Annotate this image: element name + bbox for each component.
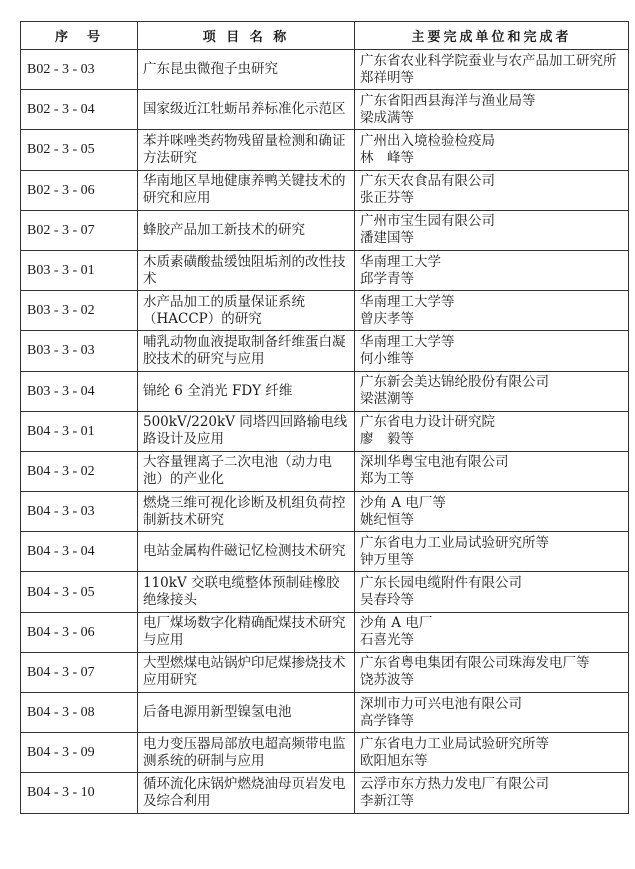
completion-info [355, 733, 629, 773]
completion-person: 饶苏波等 [360, 672, 414, 689]
project-name: 500kV/220kV 同塔四回路输电线路设计及应用 [138, 411, 355, 451]
completion-info [355, 130, 629, 170]
completion-unit: 广东省阳西县海洋与渔业局等 [360, 92, 536, 109]
serial-number: B02 - 3 - 06 [21, 170, 138, 210]
serial-number: B02 - 3 - 05 [21, 130, 138, 170]
completion-info [355, 170, 629, 210]
completion-info [355, 451, 629, 491]
project-name: 电厂煤场数字化精确配煤技术研究与应用 [138, 612, 355, 652]
completion-info [355, 291, 629, 331]
completion-person: 梁成满等 [360, 109, 414, 126]
completion-unit: 广州市宝生园有限公司 [360, 213, 495, 230]
completion-unit: 广东省粤电集团有限公司珠海发电厂等 [360, 655, 590, 672]
completion-unit: 广东省电力设计研究院 [360, 414, 495, 431]
completion-unit: 华南理工大学等 [360, 333, 455, 350]
completion-unit: 广东长园电缆附件有限公司 [360, 575, 522, 592]
completion-person: 高学锋等 [360, 712, 414, 729]
project-name: 循环流化床锅炉燃烧油母页岩发电及综合利用 [138, 773, 355, 813]
completion-person: 梁湛潮等 [360, 391, 414, 408]
serial-number: B04 - 3 - 02 [21, 451, 138, 491]
project-name: 苯并咪唑类药物残留量检测和确证方法研究 [138, 130, 355, 170]
serial-number: B03 - 3 - 03 [21, 331, 138, 371]
completion-info [355, 331, 629, 371]
project-name: 广东昆虫微孢子虫研究 [138, 50, 355, 90]
header-serial-number: 序 号 [21, 22, 138, 50]
completion-person: 曾庆孝等 [360, 310, 414, 327]
table-row [21, 210, 629, 250]
project-name: 哺乳动物血液提取制备纤维蛋白凝胶技术的研究与应用 [138, 331, 355, 371]
serial-number: B04 - 3 - 01 [21, 411, 138, 451]
project-name: 电力变压器局部放电超高频带电监测系统的研制与应用 [138, 733, 355, 773]
project-name: 大容量锂离子二次电池（动力电池）的产业化 [138, 451, 355, 491]
table-row [21, 652, 629, 692]
project-name: 110kV 交联电缆整体预制硅橡胶绝缘接头 [138, 572, 355, 612]
serial-number: B04 - 3 - 08 [21, 693, 138, 733]
table-row [21, 451, 629, 491]
completion-unit: 云浮市东方热力发电厂有限公司 [360, 775, 549, 792]
completion-person: 邱学青等 [360, 270, 414, 287]
table-row [21, 250, 629, 290]
header-project-name: 项 目 名 称 [138, 22, 355, 50]
completion-person: 张正芬等 [360, 190, 414, 207]
completion-unit: 华南理工大学 [360, 253, 441, 270]
completion-person: 李新江等 [360, 792, 414, 809]
table-row [21, 371, 629, 411]
completion-info [355, 693, 629, 733]
completion-info [355, 652, 629, 692]
serial-number: B04 - 3 - 06 [21, 612, 138, 652]
completion-person: 钟万里等 [360, 551, 414, 568]
completion-person: 郑为工等 [360, 471, 414, 488]
serial-number: B04 - 3 - 03 [21, 492, 138, 532]
project-name: 华南地区旱地健康养鸭关键技术的研究和应用 [138, 170, 355, 210]
table-row [21, 331, 629, 371]
project-name: 燃烧三维可视化诊断及机组负荷控制新技术研究 [138, 492, 355, 532]
table-row [21, 612, 629, 652]
completion-unit: 沙角 A 电厂等 [360, 494, 446, 511]
serial-number: B04 - 3 - 10 [21, 773, 138, 813]
serial-number: B02 - 3 - 07 [21, 210, 138, 250]
completion-person: 林 峰等 [360, 149, 414, 166]
completion-unit: 华南理工大学等 [360, 293, 455, 310]
completion-person: 石喜光等 [360, 632, 414, 649]
project-name: 蜂胶产品加工新技术的研究 [138, 210, 355, 250]
table-row [21, 130, 629, 170]
completion-unit: 广东省电力工业局试验研究所等 [360, 735, 549, 752]
completion-unit: 沙角 A 电厂 [360, 615, 433, 632]
completion-info [355, 50, 629, 90]
completion-info [355, 90, 629, 130]
table-header-row [21, 22, 629, 50]
serial-number: B02 - 3 - 03 [21, 50, 138, 90]
table-row [21, 291, 629, 331]
completion-info [355, 532, 629, 572]
table-row [21, 50, 629, 90]
completion-info [355, 371, 629, 411]
completion-unit: 广东省电力工业局试验研究所等 [360, 534, 549, 551]
serial-number: B03 - 3 - 02 [21, 291, 138, 331]
completion-person: 何小维等 [360, 350, 414, 367]
completion-person: 吴春玲等 [360, 592, 414, 609]
table-row [21, 693, 629, 733]
serial-number: B04 - 3 - 09 [21, 733, 138, 773]
completion-info [355, 572, 629, 612]
completion-info [355, 773, 629, 813]
serial-number: B03 - 3 - 04 [21, 371, 138, 411]
completion-person: 潘建国等 [360, 230, 414, 247]
completion-unit: 广东新会美达锦纶股份有限公司 [360, 374, 549, 391]
project-name: 大型燃煤电站锅炉印尼煤掺烧技术应用研究 [138, 652, 355, 692]
project-name: 锦纶 6 全消光 FDY 纤维 [138, 371, 355, 411]
table-row [21, 411, 629, 451]
completion-info [355, 250, 629, 290]
table-row [21, 90, 629, 130]
completion-unit: 深圳华粤宝电池有限公司 [360, 454, 509, 471]
completion-info [355, 492, 629, 532]
project-name: 水产品加工的质量保证系统（HACCP）的研究 [138, 291, 355, 331]
serial-number: B04 - 3 - 05 [21, 572, 138, 612]
completion-info [355, 210, 629, 250]
project-name: 国家级近江牡蛎吊养标准化示范区 [138, 90, 355, 130]
completion-person: 廖 毅等 [360, 431, 414, 448]
serial-number: B03 - 3 - 01 [21, 250, 138, 290]
completion-unit: 广州出入境检验检疫局 [360, 132, 495, 149]
header-units-and-persons: 主要完成单位和完成者 [355, 22, 629, 50]
completion-person: 郑祥明等 [360, 69, 414, 86]
table-row [21, 532, 629, 572]
serial-number: B04 - 3 - 07 [21, 652, 138, 692]
completion-person: 姚纪恒等 [360, 511, 414, 528]
project-name: 后备电源用新型镍氢电池 [138, 693, 355, 733]
table-row [21, 773, 629, 813]
table-row [21, 733, 629, 773]
completion-unit: 广东省农业科学院蚕业与农产品加工研究所 [360, 52, 617, 69]
serial-number: B02 - 3 - 04 [21, 90, 138, 130]
completion-unit: 广东天农食品有限公司 [360, 173, 495, 190]
table-row [21, 492, 629, 532]
awards-table [20, 21, 629, 814]
table-row [21, 572, 629, 612]
completion-unit: 深圳市力可兴电池有限公司 [360, 695, 522, 712]
completion-info [355, 411, 629, 451]
completion-info [355, 612, 629, 652]
project-name: 电站金属构件磁记忆检测技术研究 [138, 532, 355, 572]
table-row [21, 170, 629, 210]
completion-person: 欧阳旭东等 [360, 752, 428, 769]
project-name: 木质素磺酸盐缓蚀阻垢剂的改性技术 [138, 250, 355, 290]
serial-number: B04 - 3 - 04 [21, 532, 138, 572]
